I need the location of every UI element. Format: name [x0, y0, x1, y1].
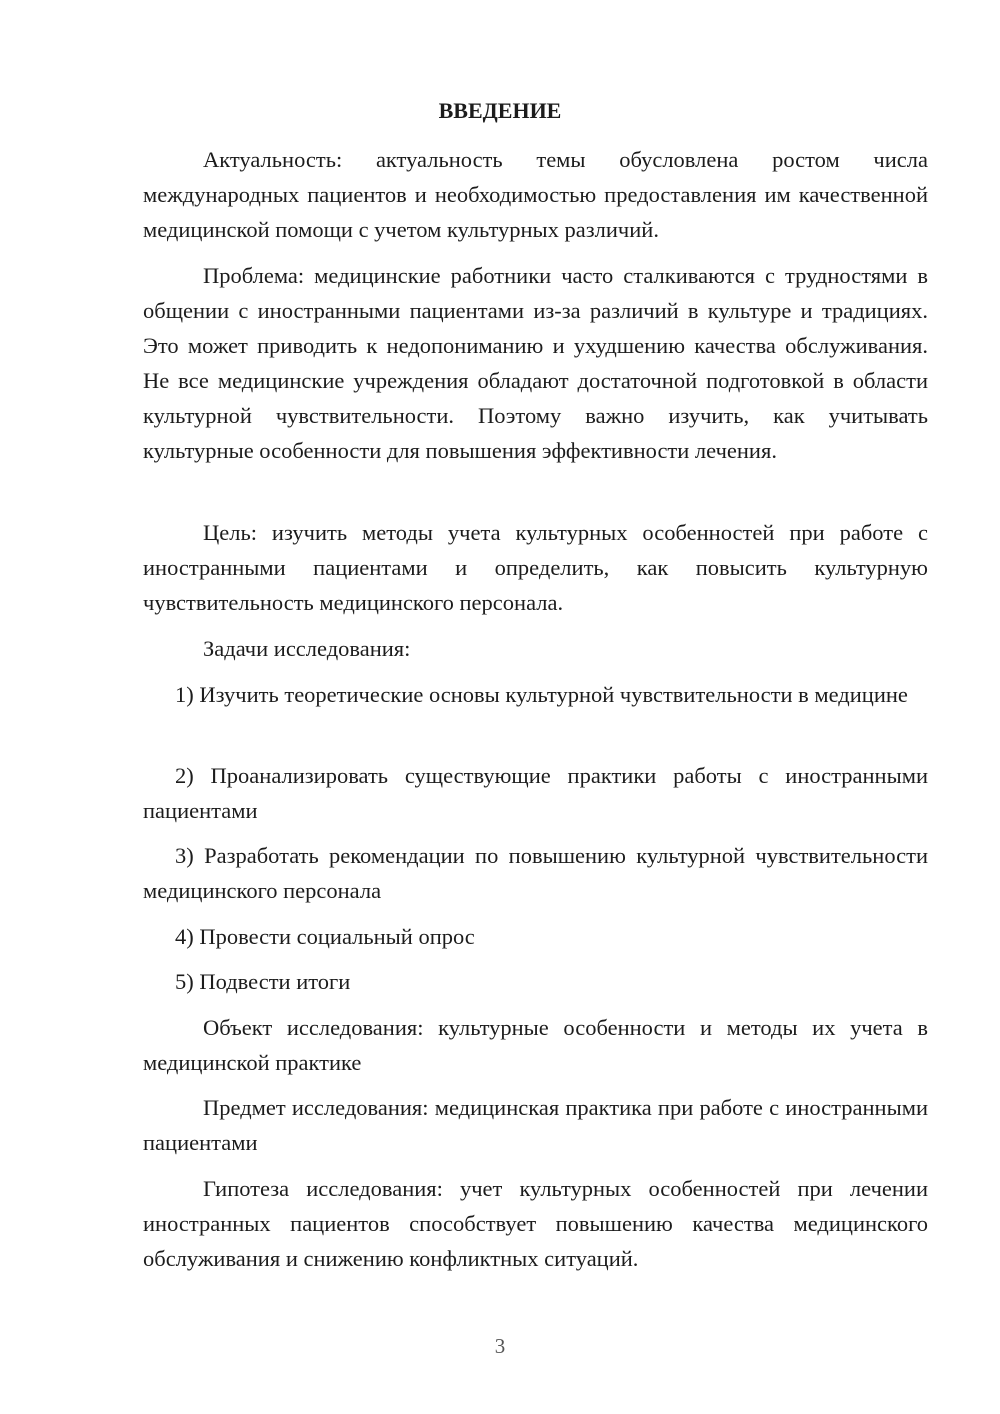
tasks-heading: Задачи исследования:	[203, 636, 411, 661]
section-heading: ВВЕДЕНИЕ	[438, 98, 562, 123]
subject-paragraph: Предмет исследования: медицинская практика при работе с иностранными пациентами	[143, 1095, 928, 1155]
goal-paragraph: Цель: изучить методы учета культурных особенностей при работе с иностранными пациентами и определить, как повысить культурную чувствительность медицинского персонала.	[143, 520, 928, 615]
page-number: 3	[494, 1334, 506, 1358]
task-item-5: 5) Подвести итоги	[175, 969, 351, 994]
object-paragraph: Объект исследования: культурные особенности и методы их учета в медицинской практике	[143, 1015, 928, 1075]
problem-paragraph: Проблема: медицинские работники часто сталкиваются с трудностями в общении с иностранными пациентами из-за различий в культуре и традициях. Это может приводить к недопониманию и ухудшению качества обслуживания. Не все медицинские учреждения обладают достаточной подготовкой в области культурной чувствительности. Поэтому важно изучить, как учитывать культурные особенности для повышения эффективности лечения.	[143, 263, 928, 463]
hypothesis-paragraph: Гипотеза исследования: учет культурных особенностей при лечении иностранных пациентов способствует повышению качества медицинского обслуживания и снижению конфликтных ситуаций.	[143, 1176, 928, 1271]
task-item-4: 4) Провести социальный опрос	[175, 924, 475, 949]
relevance-paragraph: Актуальность: актуальность темы обусловлена ростом числа международных пациентов и необходимостью предоставления им качественной медицинской помощи с учетом культурных различий.	[143, 147, 928, 242]
task-item-2: 2) Проанализировать существующие практики работы с иностранными пациентами	[143, 763, 928, 823]
task-item-3: 3) Разработать рекомендации по повышению культурной чувствительности медицинского персонала	[143, 843, 928, 903]
task-item-1: 1) Изучить теоретические основы культурной чувствительности в медицине	[175, 682, 908, 707]
